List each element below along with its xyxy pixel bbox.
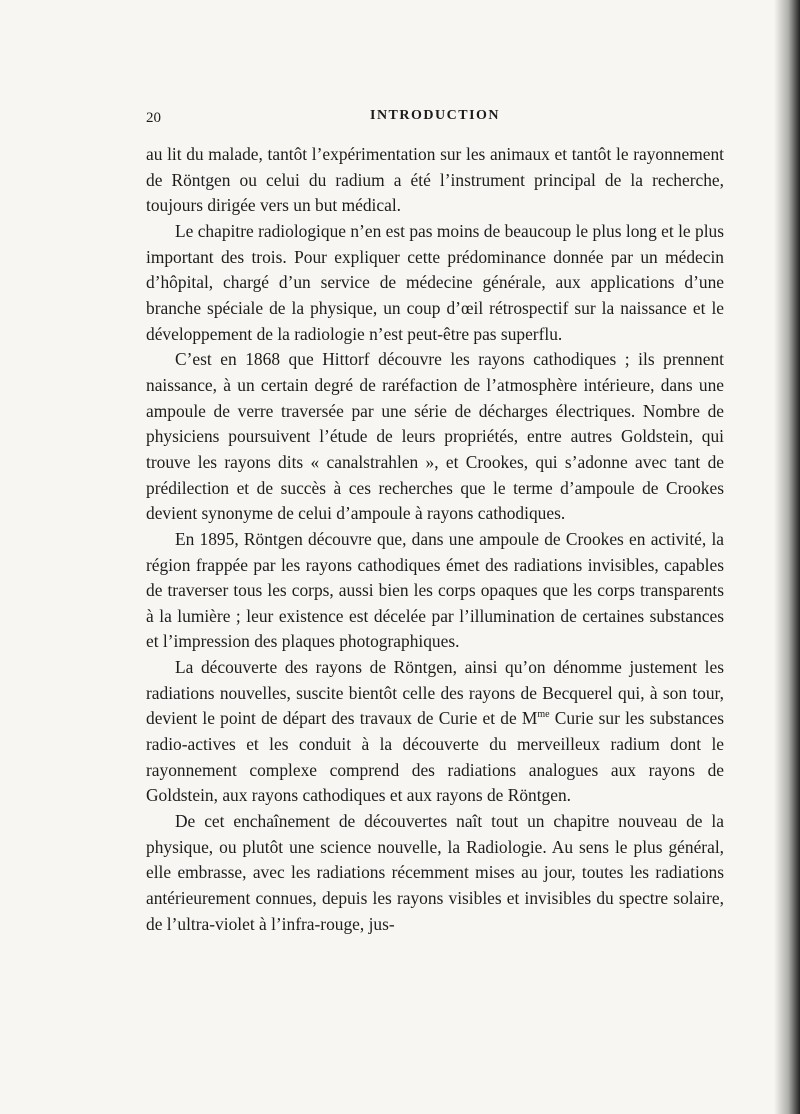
paragraph-5: [146, 655, 724, 809]
paragraph-6: De cet enchaînement de découvertes naît tout un chapitre nouveau de la physique, ou plutôt une science nouvelle, la Radiologie. Au sens le plus général, elle embrasse, avec les radiations récemment mises au jour, toutes les radiations antérieurement connues, depuis les rayons visibles et invisibles du spectre solaire, de l’ultra-violet à l’infra-rouge, jus-: [146, 811, 724, 934]
page-header: [142, 108, 722, 130]
paragraph-5-part-1: La découverte des rayons de Röntgen, ainsi qu’on dénomme justement les radiations nouvelles, suscite bientôt celle des rayons de Becquerel qui, à son tour, devient le point de départ des travaux de Curie et de M: [146, 657, 724, 729]
page-edge-shadow: [774, 0, 800, 1114]
superscript-me: me: [537, 709, 550, 721]
paragraph-2: Le chapitre radiologique n’en est pas moins de beaucoup le plus long et le plus important des trois. Pour expliquer cette prédominance donnée par un médecin d’hôpital, chargé d’un service de médecine générale, aux applications d’une branche spéciale de la physique, un coup d’œil rétrospectif sur la naissance et le développement de la radiologie n’est peut-être pas superflu.: [146, 220, 724, 344]
paragraph-3: C’est en 1868 que Hittorf découvre les rayons cathodiques ; ils prennent naissance, à un certain degré de raréfaction de l’atmosphère intérieure, dans une ampoule de verre traversée par une série de décharges électriques. Nombre de physiciens poursuivent l’étude de leurs propriétés, entre autres Goldstein, qui trouve les rayons dits « canalstrahlen », et Crookes, qui s’adonne avec tant de prédilection et de succès à ces recherches que le terme d’ampoule de Crookes devient synonyme de celui d’ampoule à rayons cathodiques.: [146, 349, 724, 524]
paragraph-1: au lit du malade, tantôt l’expérimentation sur les animaux et tantôt le rayonnement de Röntgen ou celui du radium a été l’instrument principal de la recherche, toujours dirigée vers un but médical.: [146, 144, 724, 216]
page-number: 20: [146, 110, 161, 126]
running-title: INTRODUCTION: [370, 108, 501, 123]
paragraph-4: En 1895, Röntgen découvre que, dans une ampoule de Crookes en activité, la région frappée par les rayons cathodiques émet des radiations invisibles, capables de traverser tous les corps, aussi bien les corps opaques que les corps transparents à la lumière ; leur existence est décelée par l’illumination de certaines substances et l’impression des plaques photographiques.: [146, 528, 724, 652]
body-text: [146, 142, 724, 937]
paragraph-5-part-2: Curie sur les substances radio-actives et les conduit à la découverte du merveilleux radium dont le rayonnement complexe comprend des radiations analogues aux rayons de Goldstein, aux rayons cathodiques et aux rayons de Röntgen.: [146, 708, 725, 806]
